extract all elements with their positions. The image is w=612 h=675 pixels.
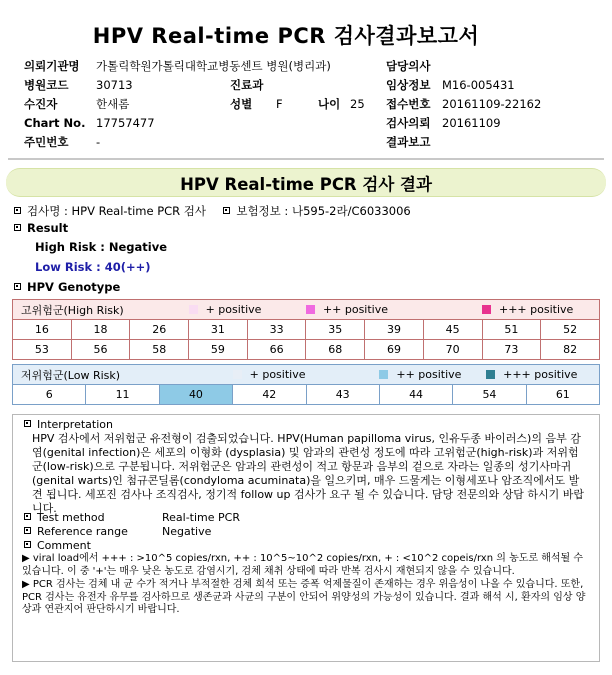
resident-value: - <box>96 135 101 149</box>
bullet-square-icon <box>24 527 31 534</box>
bullet-square-icon <box>24 513 31 520</box>
genotype-cell: 66 <box>247 340 306 360</box>
range-value: Negative <box>162 525 212 538</box>
bullet-square-icon <box>14 207 21 214</box>
genotype-cell: 43 <box>306 385 379 405</box>
recipient-label: 수진자 <box>24 97 58 111</box>
genotype-cell: 59 <box>189 340 248 360</box>
low-risk-row <box>13 385 600 405</box>
genotype-cell: 16 <box>13 320 72 340</box>
genotype-heading: HPV Genotype <box>27 280 121 294</box>
genotype-cell: 73 <box>482 340 541 360</box>
genotype-cell: 56 <box>71 340 130 360</box>
bullet-square-icon <box>14 224 21 231</box>
genotype-cell: 33 <box>247 320 306 340</box>
interpretation-text: HPV 검사에서 저위험군 유전형이 검출되었습니다. HPV(Human papilloma virus, 인유두종 바이러스)의 음부 감염(genital infection)은 세포의 이형화 (dysplasia) 및 암과의 관련성 정도에 따라 고위험군(high-risk)과 저위험군(low-risk)으로 구분됩니다. 저위험군은 암과의 관련성이 적고 항문과 음부의 겉으로 자라는 일종의 성기사마귀(genital warts)인 첨규콘딜롬(condyloma acuminata)을 일으키며, 매우 드물게는 이형세포나 암조직에서도 발견 됩니다. 세포진 검사나 조직검사, 정기적 follow up 검사가 요구 될 수 있습니다. 담당 전문의와 상담 하시기 바랍니다. <box>32 432 584 515</box>
doctor-label: 담당의사 <box>386 59 431 73</box>
sex-label: 성별 <box>230 97 253 111</box>
method-row <box>24 511 240 525</box>
legend-swatch-icon <box>233 370 242 379</box>
bullet-square-icon <box>24 420 31 427</box>
legend-plus <box>189 300 306 320</box>
high-risk-header-row <box>13 300 600 320</box>
triangle-bullet-icon: ▶ <box>22 579 33 590</box>
chart-label: Chart No. <box>24 116 86 130</box>
dept-label: 진료과 <box>230 78 264 92</box>
genotype-cell: 61 <box>526 385 599 405</box>
age-label: 나이 <box>318 97 341 111</box>
bullet-square-icon <box>24 541 31 548</box>
genotype-cell: 82 <box>541 340 600 360</box>
low-legend-plusplusplus <box>503 365 599 385</box>
result-heading: Result <box>27 221 69 235</box>
method-label: Test method <box>37 511 105 524</box>
genotype-heading-row <box>14 280 120 294</box>
range-label: Reference range <box>37 525 128 538</box>
genotype-cell: 6 <box>13 385 86 405</box>
genotype-cell: 69 <box>365 340 424 360</box>
comment-item-1 <box>22 553 588 578</box>
legend-plusplusplus-label: +++ positive <box>499 303 574 316</box>
legend-plusplus-label: ++ positive <box>322 303 389 316</box>
genotype-cell: 26 <box>130 320 189 340</box>
legend-swatch-icon <box>379 370 388 379</box>
genotype-cell-highlighted: 40 <box>159 385 232 405</box>
low-legend-plus <box>233 365 380 385</box>
legend-plus-label: + positive <box>205 303 262 316</box>
genotype-cell: 58 <box>130 340 189 360</box>
legend-swatch-icon <box>482 305 491 314</box>
range-row <box>24 525 211 539</box>
genotype-cell: 51 <box>482 320 541 340</box>
comment-1-text: viral load에서 +++ : >10^5 copies/rxn, ++ : 10^5~10^2 copies/rxn, + : <10^2 copeis/rxn 의 농도로 해석될 수 있습니다. 이 중 '+'는 매우 낮은 농도로 감염시기, 검체 채취 상태에 따라 반복 검사시 재현되지 않을 수 있습니다. <box>22 553 584 577</box>
genotype-cell: 31 <box>189 320 248 340</box>
genotype-cell: 52 <box>541 320 600 340</box>
genotype-cell: 35 <box>306 320 365 340</box>
section-divider <box>8 158 604 160</box>
low-risk-header: 저위험군(Low Risk) <box>13 365 233 385</box>
genotype-cell: 54 <box>453 385 526 405</box>
chart-value: 17757477 <box>96 116 155 130</box>
resident-label: 주민번호 <box>24 135 69 149</box>
age-value: 25 <box>350 97 365 111</box>
genotype-cell: 45 <box>423 320 482 340</box>
genotype-cell: 42 <box>233 385 306 405</box>
triangle-bullet-icon: ▶ <box>22 553 33 564</box>
legend-plusplusplus <box>482 300 600 320</box>
test-name: 검사명 : HPV Real-time PCR 검사 <box>27 204 207 218</box>
comment-2-text: PCR 검사는 검체 내 균 수가 적거나 부적절한 검체 희석 또는 증폭 억제물질이 존재하는 경우 위음성이 나올 수 있습니다. 또한, PCR 검사는 유전자 유무를 검사하므로 생존균과 사균의 구분이 안되어 위양성의 가능성이 있습니다. 결과 해석 시, 환자의 임상 양상과 연관지어 판단하시기 바랍니다. <box>22 579 586 615</box>
low-legend-plusplus-label: ++ positive <box>396 368 462 381</box>
receipt-label: 접수번호 <box>386 97 431 111</box>
result-heading-row <box>14 221 68 235</box>
recipient-value: 한새롬 <box>96 97 130 111</box>
genotype-cell: 53 <box>13 340 72 360</box>
hospital-code-value: 30713 <box>96 78 133 92</box>
sex-age-row <box>230 95 365 114</box>
genotype-cell: 18 <box>71 320 130 340</box>
legend-swatch-icon <box>486 370 495 379</box>
clinical-value: M16-005431 <box>442 78 515 92</box>
low-legend-plus-label: + positive <box>249 368 306 381</box>
result-report-label: 결과보고 <box>386 135 431 149</box>
comment-label: Comment <box>37 539 91 552</box>
interpretation-heading-row <box>24 418 113 432</box>
low-risk-result: Low Risk : 40(++) <box>35 260 151 274</box>
method-value: Real-time PCR <box>162 511 240 524</box>
low-risk-header-row <box>13 365 600 385</box>
legend-plusplus <box>306 300 482 320</box>
sex-value: F <box>276 97 283 111</box>
request-value: 20161109 <box>442 116 501 130</box>
receipt-value: 20161109-22162 <box>442 97 542 111</box>
institution-value: 가톨릭학원가톨릭대학교병동센트 병원(병리과) <box>96 59 331 73</box>
comment-row <box>24 539 91 553</box>
legend-swatch-icon <box>189 305 198 314</box>
high-risk-row-2 <box>13 340 600 360</box>
high-risk-row-1 <box>13 320 600 340</box>
genotype-cell: 39 <box>365 320 424 340</box>
high-risk-result: High Risk : Negative <box>35 240 168 254</box>
high-risk-table <box>12 299 600 360</box>
low-risk-table <box>12 364 600 405</box>
institution-label: 의뢰기관명 <box>24 59 80 73</box>
genotype-cell: 11 <box>86 385 159 405</box>
comment-item-2 <box>22 579 588 617</box>
high-risk-header: 고위험군(High Risk) <box>13 300 189 320</box>
bullet-square-icon <box>223 207 230 214</box>
interpretation-heading: Interpretation <box>37 418 113 431</box>
request-label: 검사의뢰 <box>386 116 431 130</box>
patient-info-right <box>386 57 541 152</box>
bullet-square-icon <box>14 283 21 290</box>
insurance-info: 보험정보 : 나595-2라/C6033006 <box>236 204 411 218</box>
genotype-cell: 70 <box>423 340 482 360</box>
genotype-cell: 68 <box>306 340 365 360</box>
legend-swatch-icon <box>306 305 315 314</box>
genotype-cell: 44 <box>379 385 452 405</box>
report-title: HPV Real-time PCR 검사결과보고서 <box>92 24 480 48</box>
low-legend-plusplusplus-label: +++ positive <box>503 368 578 381</box>
result-banner-title: HPV Real-time PCR 검사 결과 <box>180 175 432 194</box>
hospital-code-label: 병원코드 <box>24 78 69 92</box>
clinical-label: 임상정보 <box>386 78 431 92</box>
test-info-row <box>14 203 411 219</box>
